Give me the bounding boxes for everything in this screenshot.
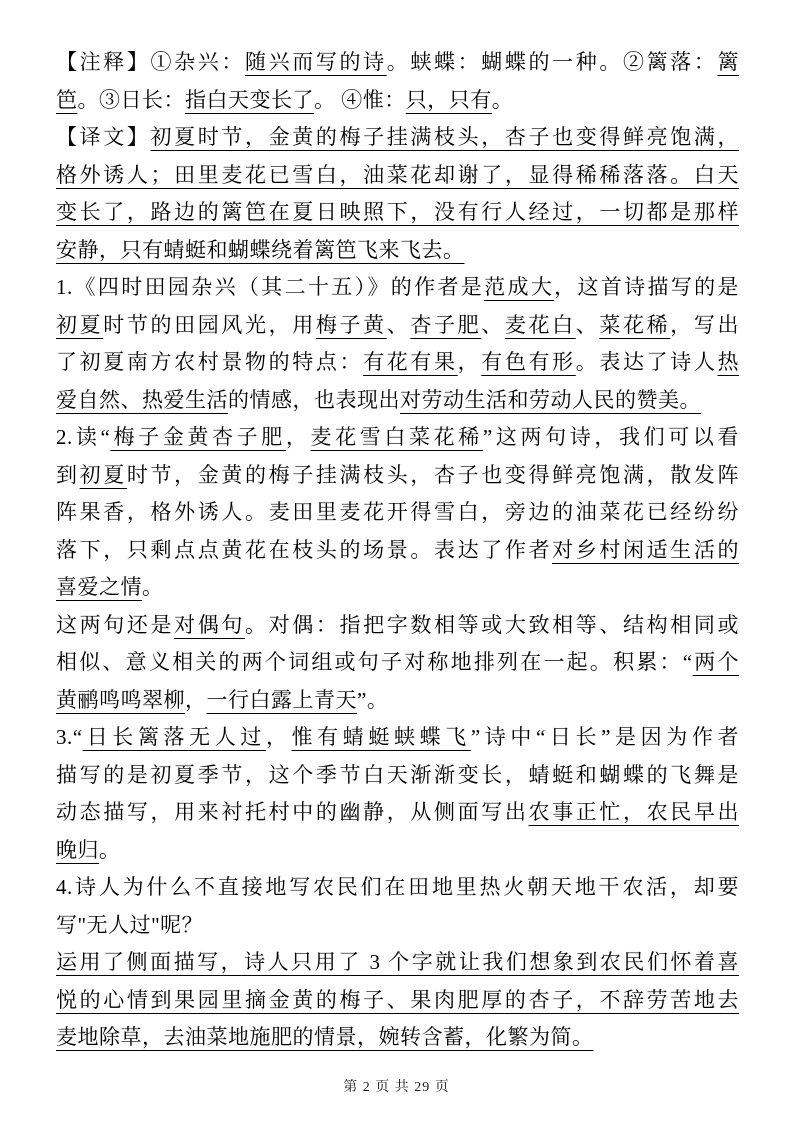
underlined-text: 安静，只有蜻蜓和蝴蝶绕着篱笆飞来飞去。 xyxy=(56,237,465,262)
underlined-text: 对乡村闲适生活的 xyxy=(552,537,739,562)
underlined-text: 日长篱落无人过 xyxy=(82,725,266,749)
text-run: 。蛱蝶：蝴蝶的一种。②篱落： xyxy=(386,50,718,74)
paragraph-q4-question xyxy=(56,869,739,944)
underlined-text: 范成大 xyxy=(484,275,555,299)
text-run: 。对偶：指把字数相等或大致相等、结构相同或 xyxy=(245,612,739,637)
text-line xyxy=(56,832,739,870)
text-line xyxy=(56,644,739,682)
text-line xyxy=(56,419,739,457)
document-body xyxy=(56,44,739,1057)
text-run: 。③日长： xyxy=(77,87,185,112)
underlined-text: 麦花白 xyxy=(504,312,576,337)
text-line xyxy=(56,157,739,195)
paragraph-q2 xyxy=(56,419,739,607)
text-line xyxy=(56,307,739,345)
underlined-text: 有花有果 xyxy=(363,350,458,374)
underlined-text: 对偶句 xyxy=(174,612,245,637)
text-run: 。 ④惟： xyxy=(314,87,406,112)
text-line xyxy=(56,794,739,832)
underlined-text: 杏子肥 xyxy=(410,312,482,337)
text-run: 、 xyxy=(575,312,600,337)
text-line xyxy=(56,194,739,232)
text-line xyxy=(56,682,739,720)
underlined-text: 两个 xyxy=(692,650,740,674)
text-line xyxy=(56,869,739,907)
text-run: ， xyxy=(265,725,292,749)
underlined-text: 爱自然、热爱生活 xyxy=(56,387,228,412)
text-line xyxy=(56,569,739,607)
text-line xyxy=(56,82,739,120)
underlined-text: 麦地除草，去油菜地施肥的情景，婉转含蓄，化繁为简。 xyxy=(56,1025,594,1049)
text-run: 动态描写，用来衬托村中的幽静，从侧面写出 xyxy=(56,800,529,824)
text-run: 落下，只剩点点黄花在枝头的场景。表达了作者 xyxy=(56,537,553,562)
paragraph-q1 xyxy=(56,269,739,419)
text-line xyxy=(56,457,739,495)
text-line xyxy=(56,344,739,382)
text-run: ，写出 xyxy=(670,312,739,337)
text-run: 。 xyxy=(99,837,121,862)
text-run: ， xyxy=(457,350,482,374)
page-number-footer: 第 2 页 共 29 页 xyxy=(343,1080,450,1095)
underlined-text: 初夏 xyxy=(79,462,127,487)
text-run: 的情感，也表现出 xyxy=(228,387,400,412)
text-run: 。 xyxy=(142,575,164,599)
underlined-text: 篱 xyxy=(717,50,739,74)
text-run: 写"无人过"呢？ xyxy=(56,912,204,937)
text-line xyxy=(56,232,739,270)
text-line xyxy=(56,607,739,645)
text-run: ， xyxy=(285,425,311,449)
text-line xyxy=(56,719,739,757)
underlined-text: 热 xyxy=(717,350,739,374)
text-run: 了初夏南方农村景物的特点： xyxy=(56,350,364,374)
text-run: 时节，金黄的梅子挂满枝头，杏子也变得鲜亮饱满，散发阵 xyxy=(126,462,739,487)
text-run: 【注释】①杂兴： xyxy=(56,50,245,74)
text-line xyxy=(56,532,739,570)
underlined-text: 有色有形 xyxy=(481,350,576,374)
underlined-text: 指白天变长了 xyxy=(185,87,314,112)
text-run: 时节的田园风光，用 xyxy=(103,312,316,337)
text-run: 。表达了诗人 xyxy=(575,350,718,374)
underlined-text: 悦的心情到果园里摘金黄的梅子、果肉肥厚的杏子，不辞劳苦地去 xyxy=(56,987,739,1012)
text-line xyxy=(56,982,739,1020)
underlined-text: 笆 xyxy=(56,87,78,112)
underlined-text: 随兴而写的诗 xyxy=(245,50,387,74)
paragraph-q3 xyxy=(56,719,739,869)
paragraph-translation xyxy=(56,119,739,269)
text-line xyxy=(56,494,739,532)
underlined-text: 晚归 xyxy=(56,837,99,862)
paragraph-notes xyxy=(56,44,739,119)
text-run: 到 xyxy=(56,462,80,487)
text-line xyxy=(56,944,739,982)
underlined-text: 初夏 xyxy=(56,312,104,337)
underlined-text: 格外诱人；田里麦花已雪白，油菜花却谢了，显得稀稀落落。白天 xyxy=(56,162,739,187)
underlined-text: 一行白露上青天 xyxy=(206,687,357,712)
text-line xyxy=(56,269,739,307)
text-run: ”这两句诗，我们可以看 xyxy=(482,425,740,449)
text-run: 描写的是初夏季节，这个季节白天渐渐变长，蜻蜓和蝴蝶的飞舞是 xyxy=(56,762,739,787)
underlined-text: 只，只有 xyxy=(405,87,492,112)
underlined-text: 黄鹂鸣鸣翠柳 xyxy=(56,687,185,712)
underlined-text: 初夏时节，金黄的梅子挂满枝头，杏子也变得鲜亮饱满， xyxy=(150,125,739,149)
text-line xyxy=(56,757,739,795)
text-line xyxy=(56,119,739,157)
text-run: 2.读“ xyxy=(56,425,111,449)
text-run: ，这首诗描写的是 xyxy=(554,275,740,299)
text-run: ， xyxy=(185,687,207,712)
text-run: ”诗中“日长”是因为作者 xyxy=(470,725,739,749)
underlined-text: 梅子金黄杏子肥 xyxy=(110,425,286,449)
text-run: 阵果香，格外诱人。麦田里麦花开得雪白，旁边的油菜花已经纷纷 xyxy=(56,500,739,524)
text-run: 4.诗人为什么不直接地写农民们在田地里热火朝天地干农活，却要 xyxy=(56,875,739,899)
text-line xyxy=(56,1019,739,1057)
underlined-text: 喜爱之情 xyxy=(56,575,142,599)
text-run: ”。 xyxy=(357,687,389,712)
underlined-text: 对劳动生活和劳动人民的赞美。 xyxy=(400,387,701,412)
underlined-text: 农事正忙，农民早出 xyxy=(528,800,739,824)
underlined-text: 变长了，路边的篱笆在夏日映照下，没有行人经过，一切都是那样 xyxy=(56,200,739,224)
text-run: 。 xyxy=(491,87,514,112)
text-run: 、 xyxy=(481,312,505,337)
text-run: 相似、意义相关的两个词组或句子对称地排列在一起。积累：“ xyxy=(56,650,693,674)
underlined-text: 惟有蜻蜓蛱蝶飞 xyxy=(291,725,471,749)
underlined-text: 菜花稀 xyxy=(599,312,671,337)
text-line xyxy=(56,382,739,420)
text-run: 1.《四时田园杂兴（其二十五）》的作者是 xyxy=(56,275,485,299)
underlined-text: 运用了侧面描写，诗人只用了 3 个字就让我们想象到农民们怀着喜 xyxy=(56,950,739,974)
text-run: 3.“ xyxy=(56,725,83,749)
paragraph-couplet xyxy=(56,607,739,720)
text-line xyxy=(56,907,739,945)
text-run: 这两句还是 xyxy=(56,612,175,637)
text-run: 【译文】 xyxy=(56,125,151,149)
underlined-text: 麦花雪白菜花稀 xyxy=(310,425,483,449)
text-line xyxy=(56,44,739,82)
underlined-text: 梅子黄 xyxy=(315,312,387,337)
text-run: 、 xyxy=(386,312,411,337)
paragraph-q4-answer xyxy=(56,944,739,1057)
